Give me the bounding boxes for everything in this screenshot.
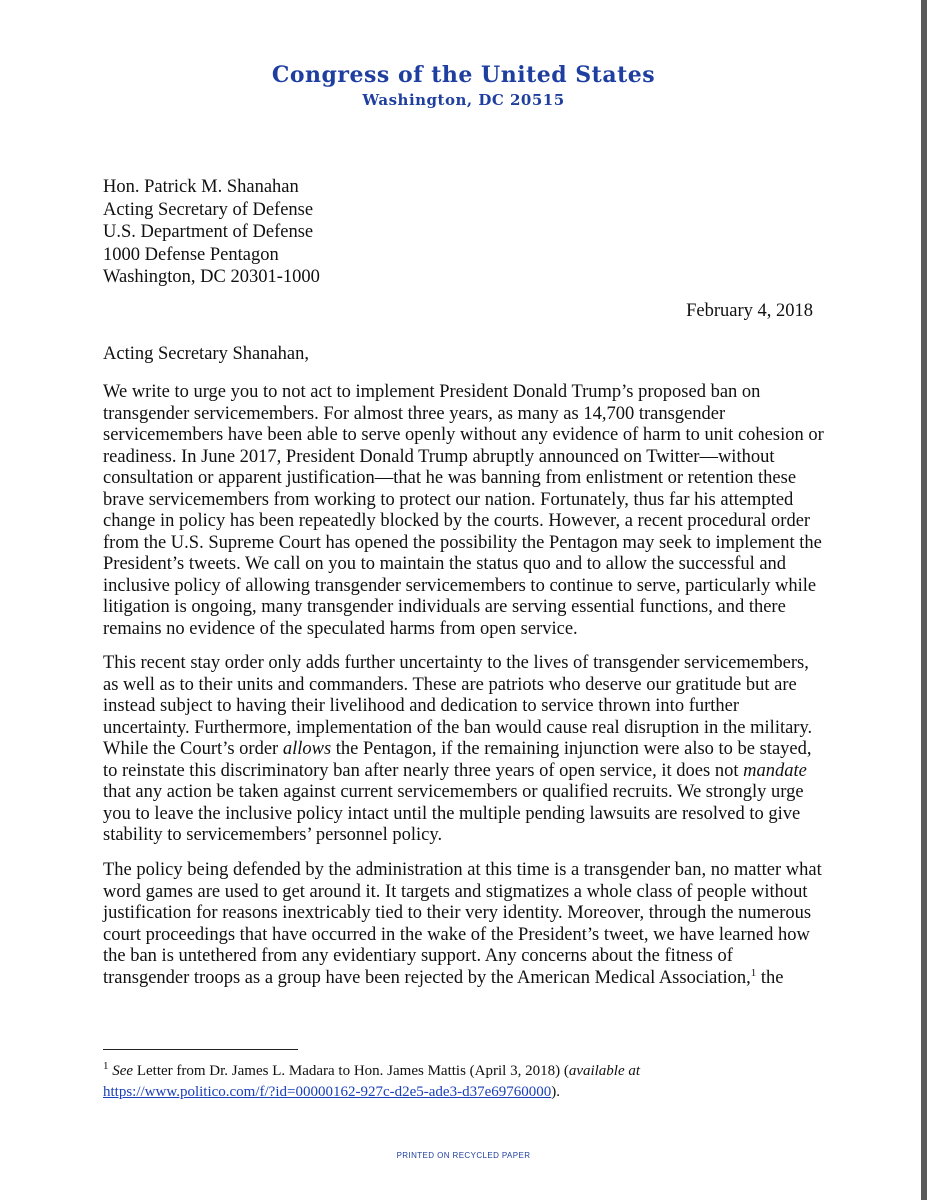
- paragraph-line: [103, 761, 815, 783]
- paragraph-line: the ban is untethered from any evidentiary support. Any concerns about the fitness of: [103, 946, 733, 966]
- paragraph-line: [103, 968, 815, 990]
- footnote-available-at: available at: [568, 1063, 641, 1079]
- letterhead-subtitle: Washington, DC 20515: [362, 91, 565, 109]
- paragraph-line: consultation or apparent justification—that he was banning from enlistment or retention these: [103, 468, 797, 488]
- recycled-paper-footer: PRINTED ON RECYCLED PAPER: [396, 1151, 531, 1160]
- paragraph-line: [103, 739, 815, 761]
- emphasis-allows: allows: [282, 739, 332, 759]
- paragraph-line: brave servicemembers from working to protect our nation. Fortunately, thus far his attempted: [103, 489, 794, 510]
- letterhead: [0, 62, 927, 110]
- paragraph-1: [103, 382, 824, 640]
- recipient-name: Hon. Patrick M. Shanahan: [103, 177, 299, 197]
- footnote-text: Letter from Dr. James L. Madara to Hon. James Mattis (April 3, 2018) (: [133, 1063, 569, 1079]
- paragraph-line: This recent stay order only adds further uncertainty to the lives of transgender servicemembers,: [103, 653, 809, 673]
- footnote-divider: [103, 1049, 298, 1050]
- paragraph-line: justification for reasons inextricably tied to their very identity. Moreover, through the numerous: [103, 903, 812, 923]
- text-run: transgender troops as a group have been rejected by the American Medical Association,: [103, 967, 751, 988]
- text-run: to reinstate this discriminatory ban after nearly three years of open service, it does not: [103, 760, 744, 781]
- paragraph-line: that any action be taken against current servicemembers or qualified recruits. We strongly urge: [103, 782, 804, 802]
- paragraph-3: [103, 860, 822, 989]
- footnote-line: [103, 1061, 640, 1082]
- text-run: the Pentagon, if the remaining injunction were also to be stayed,: [331, 739, 812, 759]
- recipient-street: 1000 Defense Pentagon: [103, 244, 279, 265]
- paragraph-line: The policy being defended by the administration at this time is a transgender ban, no matter what: [103, 860, 822, 880]
- paragraph-line: stability to servicemembers’ personnel policy.: [103, 825, 443, 845]
- recipient-address: [103, 176, 320, 289]
- footnote-marker: 1: [103, 1060, 109, 1072]
- recipient-department: U.S. Department of Defense: [103, 222, 314, 242]
- paragraph-line: readiness. In June 2017, President Donald Trump abruptly announced on Twitter—without: [103, 446, 775, 467]
- paragraph-line: you to leave the inclusive policy intact until the multiple pending lawsuits are resolved to give: [103, 803, 801, 824]
- recipient-city: Washington, DC 20301-1000: [103, 267, 320, 287]
- paragraph-line: transgender servicemembers. For almost three years, as many as 14,700 transgender: [103, 403, 726, 424]
- footnote-close: ).: [551, 1084, 560, 1100]
- recipient-title: Acting Secretary of Defense: [103, 199, 314, 220]
- paragraph-line: remains no evidence of the speculated harms from open service.: [103, 618, 578, 639]
- page-edge-shadow: [921, 0, 927, 1200]
- paragraph-line: as well as to their units and commanders. These are patriots who deserve our gratitude but are: [103, 674, 797, 695]
- paragraph-line: We write to urge you to not act to implement President Donald Trump’s proposed ban on: [103, 382, 761, 402]
- paragraph-line: uncertainty. Furthermore, implementation of the ban would cause real disruption in the military.: [103, 717, 813, 738]
- paragraph-line: instead subject to having their livelihood and dedication to service thrown into further: [103, 696, 740, 716]
- paragraph-2: [103, 653, 815, 847]
- paragraph-line: from the U.S. Supreme Court has opened the possibility the Pentagon may seek to implement the: [103, 532, 822, 553]
- paragraph-line: court proceedings that have occurred in the wake of the President’s tweet, we have learned how: [103, 924, 810, 945]
- footnote-line: [103, 1082, 640, 1103]
- emphasis-mandate: mandate: [743, 760, 807, 781]
- paragraph-line: litigation is ongoing, many transgender individuals are serving essential functions, and there: [103, 597, 786, 617]
- letter-date: February 4, 2018: [686, 301, 813, 321]
- salutation: Acting Secretary Shanahan,: [103, 344, 309, 364]
- footnote-see: See: [112, 1063, 134, 1079]
- letterhead-title: Congress of the United States: [271, 62, 656, 88]
- footnote-link[interactable]: https://www.politico.com/f/?id=00000162-927c-d2e5-ade3-d37e69760000: [103, 1084, 552, 1100]
- paragraph-line: servicemembers have been able to serve openly without any evidence of harm to unit cohesion or: [103, 425, 824, 445]
- paragraph-line: change in policy has been repeatedly blocked by the courts. However, a recent procedural order: [103, 511, 811, 531]
- footnote-reference[interactable]: 1: [750, 966, 757, 979]
- footnote: [103, 1061, 640, 1103]
- text-run: While the Court’s order: [103, 739, 283, 759]
- paragraph-line: President’s tweets. We call on you to maintain the status quo and to allow the successful and: [103, 554, 787, 574]
- text-run: the: [756, 967, 784, 988]
- paragraph-line: inclusive policy of allowing transgender servicemembers to continue to serve, particularly while: [103, 575, 817, 596]
- paragraph-line: word games are used to get around it. It targets and stigmatizes a whole class of people without: [103, 881, 808, 902]
